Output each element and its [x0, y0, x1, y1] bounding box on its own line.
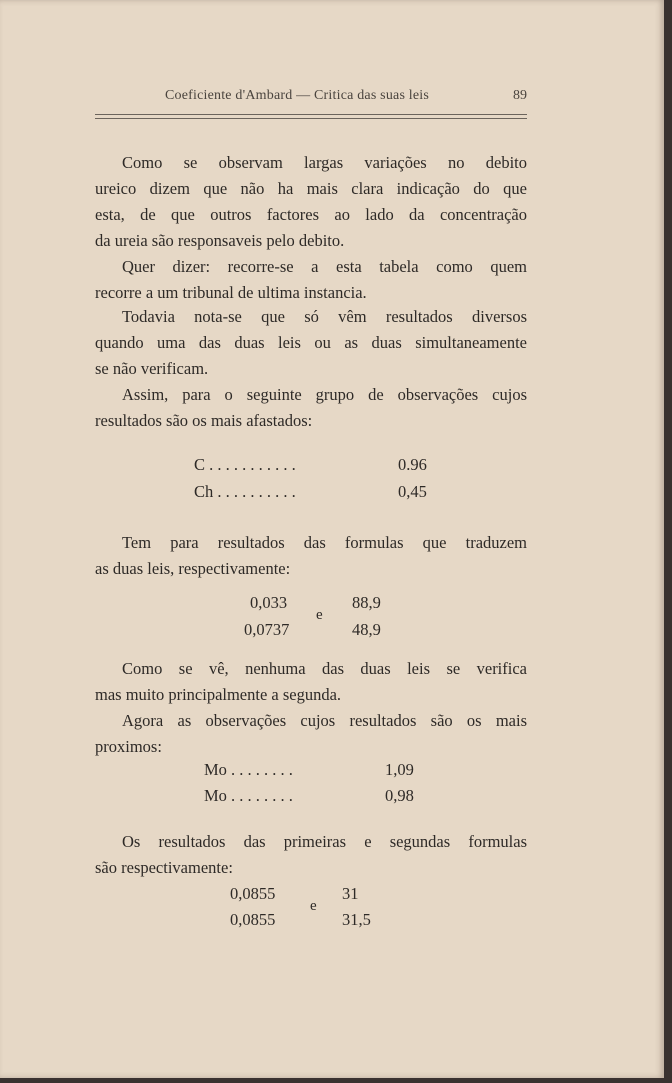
result-value: 48,9 — [352, 620, 381, 639]
text-line: Como se vê, nenhuma das duas leis se verifica — [122, 659, 527, 678]
paragraph-5 — [95, 530, 527, 582]
conjunction-e: e — [316, 607, 323, 623]
text-line: ureico dizem que não ha mais clara indicação do que — [95, 179, 527, 198]
header-title: Coeficiente d'Ambard — Critica das suas leis — [165, 88, 430, 103]
table1-label: C . . . . . . . . . . . — [194, 455, 296, 474]
text-line: Como se observam largas variações no debito — [122, 153, 527, 172]
text-line: Tem para resultados das formulas que traduzem — [122, 533, 527, 552]
text-line: se não verificam. — [95, 359, 209, 378]
text-line: quando uma das duas leis ou as duas simultaneamente — [95, 333, 527, 352]
text-line: resultados são os mais afastados: — [95, 411, 313, 430]
text-line: esta, de que outros factores ao lado da concentração — [95, 205, 527, 224]
paragraph-4 — [95, 382, 527, 434]
text-line: proximos: — [95, 737, 162, 756]
table1-label: Ch . . . . . . . . . . — [194, 482, 296, 501]
text-line: Assim, para o seguinte grupo de observações cujos — [122, 385, 527, 404]
paragraph-1 — [95, 150, 527, 254]
text-line: Quer dizer: recorre-se a esta tabela como quem — [122, 257, 527, 276]
text-line: mas muito principalmente a segunda. — [95, 685, 342, 704]
paragraph-2 — [95, 254, 527, 306]
result-value: 31,5 — [342, 910, 371, 929]
table2-label: Mo . . . . . . . . — [204, 786, 293, 805]
page-number: 89 — [513, 88, 527, 103]
text-line: Os resultados das primeiras e segundas formulas — [122, 832, 527, 851]
text-line: da ureia são responsaveis pelo debito. — [95, 231, 345, 250]
header-rule-thin — [95, 118, 527, 119]
conjunction-e: e — [310, 898, 317, 914]
running-header — [95, 88, 527, 108]
paragraph-6 — [95, 656, 527, 708]
result-value: 0,0855 — [230, 884, 276, 903]
table1-value: 0.96 — [398, 455, 427, 474]
text-line: Agora as observações cujos resultados são os mais — [122, 711, 527, 730]
text-line: as duas leis, respectivamente: — [95, 559, 291, 578]
table1-value: 0,45 — [398, 482, 427, 501]
paragraph-8 — [95, 829, 527, 881]
text-line: Todavia nota-se que só vêm resultados diversos — [122, 307, 527, 326]
text-line: são respectivamente: — [95, 858, 233, 877]
result-value: 0,0737 — [244, 620, 290, 639]
paragraph-7 — [95, 708, 527, 760]
table2-value: 1,09 — [385, 760, 414, 779]
result-value: 0,033 — [250, 593, 288, 612]
table2-label: Mo . . . . . . . . — [204, 760, 293, 779]
result-value: 31 — [342, 884, 359, 903]
header-rule — [95, 114, 527, 115]
text-line: recorre a um tribunal de ultima instancia. — [95, 283, 367, 302]
result-value: 88,9 — [352, 593, 381, 612]
table2-value: 0,98 — [385, 786, 414, 805]
paragraph-3 — [95, 304, 527, 382]
result-value: 0,0855 — [230, 910, 276, 929]
